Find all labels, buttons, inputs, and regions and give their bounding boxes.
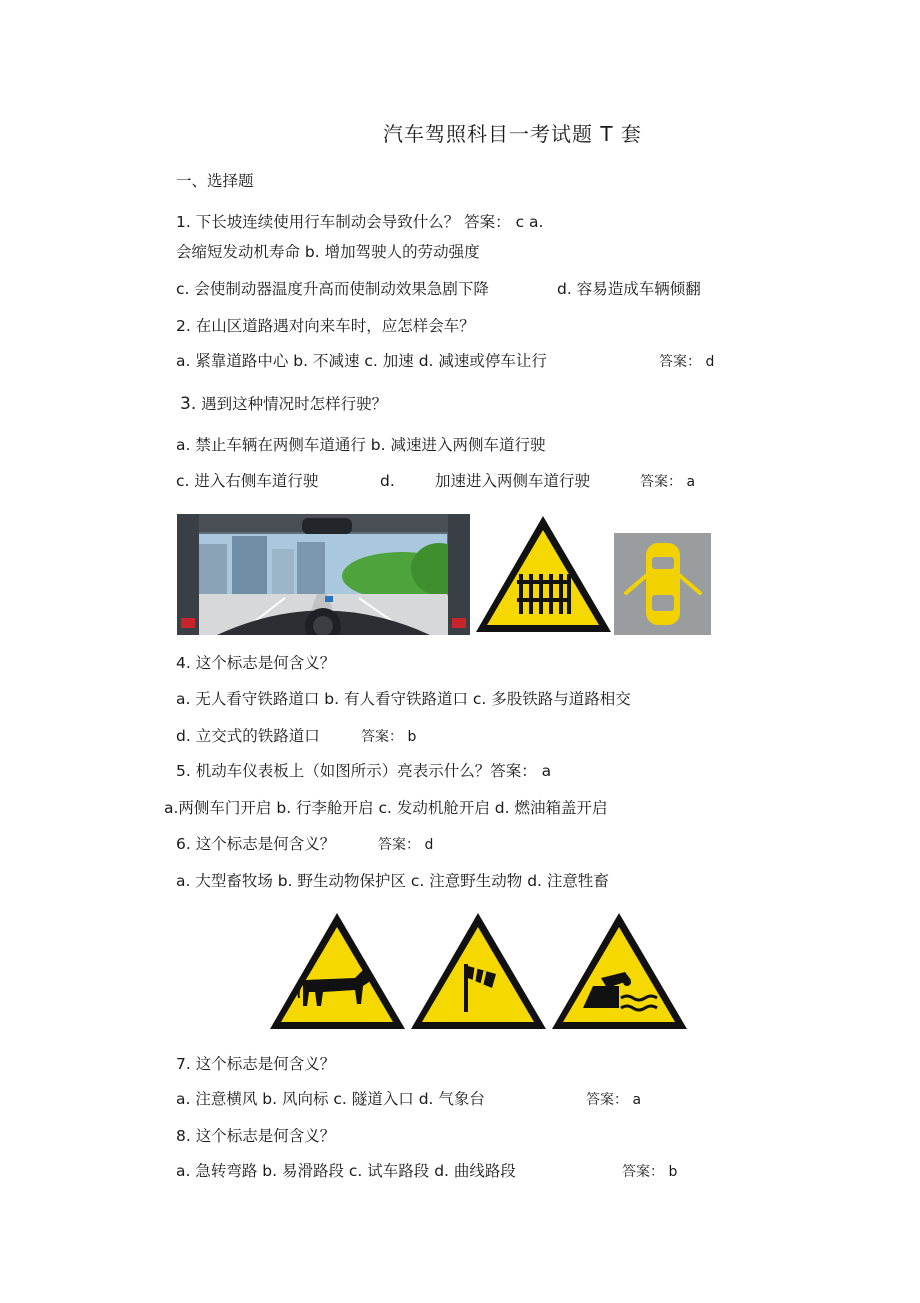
- q8-options: a. 急转弯路 b. 易滑路段 c. 试车路段 d. 曲线路段: [176, 1162, 516, 1180]
- q4-question: 4. 这个标志是何含义？: [176, 654, 336, 672]
- section-heading: 一、选择题: [176, 172, 254, 190]
- q1-options-ab: 会缩短发动机寿命 b. 增加驾驶人的劳动强度: [176, 243, 480, 261]
- q8-answer: 答案： b: [622, 1164, 678, 1180]
- q7-options: a. 注意横风 b. 风向标 c. 隧道入口 d. 气象台: [176, 1090, 485, 1108]
- railway-crossing-sign: [473, 510, 614, 635]
- q5-options: a.两侧车门开启 b. 行李舱开启 c. 发动机舱开启 d. 燃油箱盖开启: [164, 799, 608, 817]
- q7-question: 7. 这个标志是何含义？: [176, 1055, 336, 1073]
- q6-question: 6. 这个标志是何含义？: [176, 835, 336, 853]
- q4-option-d: d. 立交式的铁路道口: [176, 727, 320, 745]
- q6-options: a. 大型畜牧场 b. 野生动物保护区 c. 注意野生动物 d. 注意牲畜: [176, 872, 609, 890]
- q3-number: 3.: [180, 394, 197, 414]
- q2-question: 2. 在山区道路遇对向来车时，应怎样会车？: [176, 317, 475, 335]
- q3-option-d-letter: d.: [380, 472, 395, 490]
- windshield-road-photo: [177, 514, 470, 635]
- q2-answer: 答案： d: [659, 354, 715, 370]
- q1-option-c: c. 会使制动器温度升高而使制动效果急剧下降: [176, 280, 489, 298]
- q7-answer: 答案： a: [586, 1092, 642, 1108]
- q5-question: 5. 机动车仪表板上（如图所示）亮表示什么？答案： a: [176, 762, 552, 780]
- q3-options-ab: a. 禁止车辆在两侧车道通行 b. 减速进入两侧车道行驶: [176, 436, 546, 454]
- door-open-dashboard-icon: [614, 533, 711, 635]
- q3-question: 遇到这种情况时怎样行驶？: [201, 395, 388, 413]
- crosswind-warning-sign: [408, 908, 549, 1032]
- q1-option-d: d. 容易造成车辆倾翻: [557, 280, 701, 298]
- q4-options: a. 无人看守铁路道口 b. 有人看守铁路道口 c. 多股铁路与道路相交: [176, 690, 631, 708]
- q4-answer: 答案： b: [361, 729, 417, 745]
- embankment-road-sign: [549, 908, 690, 1032]
- q1-question: 1. 下长坡连续使用行车制动会导致什么？ 答案： c a.: [176, 213, 544, 231]
- q3-answer: 答案： a: [640, 474, 696, 490]
- q8-question: 8. 这个标志是何含义？: [176, 1127, 336, 1145]
- page-title: 汽车驾照科目一考试题 T 套: [383, 122, 642, 146]
- q2-options: a. 紧靠道路中心 b. 不减速 c. 加速 d. 减速或停车让行: [176, 352, 547, 370]
- q3-option-c: c. 进入右侧车道行驶: [176, 472, 319, 490]
- q3-question-line: [180, 394, 387, 414]
- q3-option-d-text: 加速进入两侧车道行驶: [435, 472, 591, 490]
- cattle-warning-sign: [267, 908, 408, 1032]
- q6-answer: 答案： d: [378, 837, 434, 853]
